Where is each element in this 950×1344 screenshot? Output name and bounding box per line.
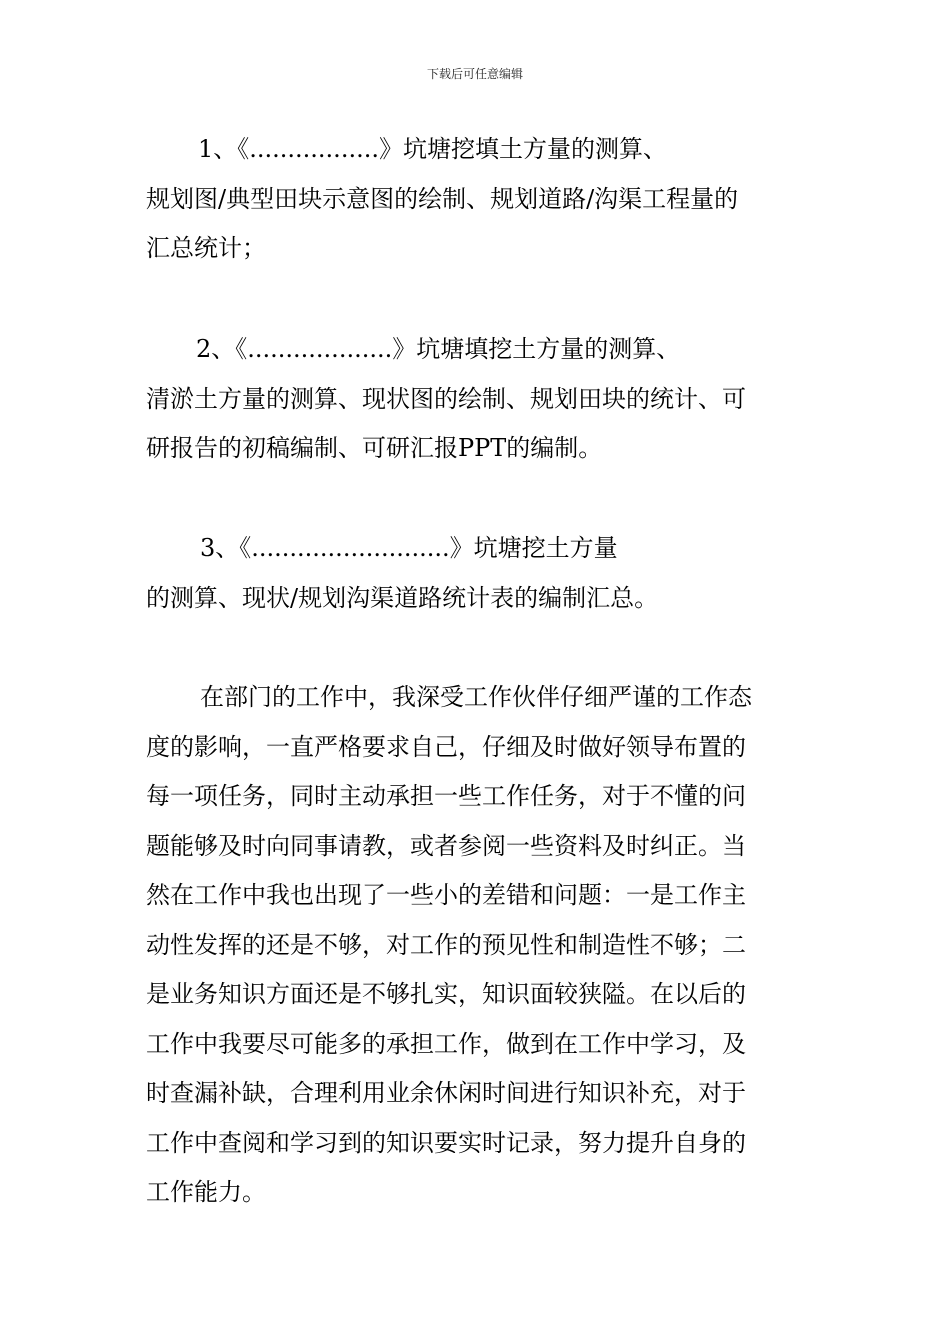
- paragraph-line: 的测算、现状/规划沟渠道路统计表的编制汇总。: [146, 583, 659, 612]
- paragraph-line: 题能够及时向同事请教，或者参阅一些资料及时纠正。当: [146, 831, 746, 860]
- paragraph-line: 3、《..........................》坑塘挖土方量: [200, 534, 618, 562]
- paragraph-line: 工作中我要尽可能多的承担工作，做到在工作中学习，及: [146, 1029, 746, 1058]
- paragraph-line: 清淤土方量的测算、现状图的绘制、规划田块的统计、可: [146, 384, 746, 413]
- paragraph-line: 规划图/典型田块示意图的绘制、规划道路/沟渠工程量的: [146, 184, 739, 213]
- paragraph-line: 度的影响，一直严格要求自己，仔细及时做好领导布置的: [146, 732, 746, 761]
- paragraph-line: 工作中查阅和学习到的知识要实时记录，努力提升自身的: [146, 1128, 746, 1157]
- paragraph-1: [146, 125, 818, 274]
- paragraph-3: [146, 524, 818, 623]
- paragraph-4: [146, 673, 818, 1218]
- paragraph-line: 工作能力。: [146, 1178, 266, 1206]
- paragraph-line: 研报告的初稿编制、可研汇报PPT的编制。: [146, 434, 603, 462]
- paragraph-line: 每一项任务，同时主动承担一些工作任务，对于不懂的问: [146, 782, 746, 810]
- paragraph-line: 1、《.................》坑塘挖填土方量的测算、: [198, 135, 667, 163]
- paragraph-line: 时查漏补缺，合理利用业余休闲时间进行知识补充，对于: [146, 1079, 746, 1107]
- paragraph-line: 是业务知识方面还是不够扎实，知识面较狭隘。在以后的: [146, 980, 746, 1008]
- paragraph-2: [146, 325, 818, 474]
- paragraph-line: 汇总统计；: [146, 234, 266, 262]
- paragraph-line: 动性发挥的还是不够，对工作的预见性和制造性不够；二: [146, 930, 746, 959]
- paragraph-line: 2、《...................》坑塘填挖土方量的测算、: [196, 335, 681, 363]
- page-header: 下载后可任意编辑: [426, 67, 523, 81]
- paragraph-line: 然在工作中我也出现了一些小的差错和问题：一是工作主: [146, 881, 746, 909]
- paragraph-line: 在部门的工作中，我深受工作伙伴仔细严谨的工作态: [200, 683, 752, 711]
